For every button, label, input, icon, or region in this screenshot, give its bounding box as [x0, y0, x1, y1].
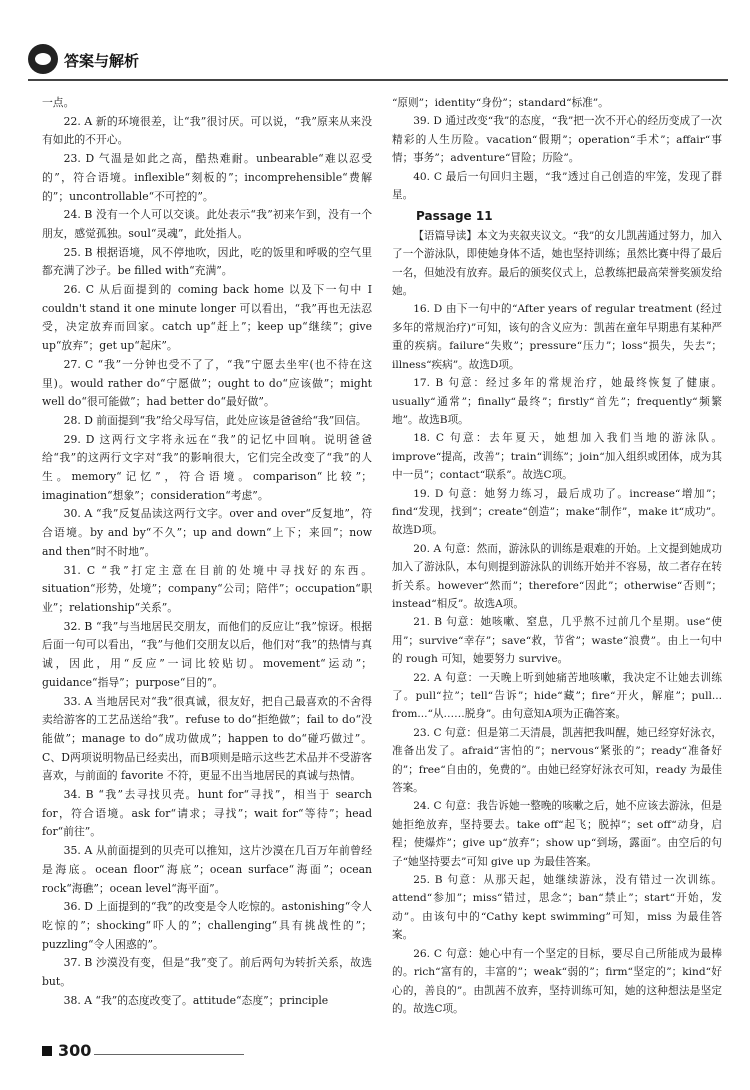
answer-paragraph: 36. D 上面提到的“我”的改变是令人吃惊的。astonishing“令人吃惊的”；shocking“吓人的”；challenging“具有挑战性的”；puzzling“令人困惑的”。	[42, 900, 372, 951]
answer-paragraph: 32. B “我”与当地居民交朋友，而他们的反应让“我”惊讶。根据后面一句可以看出，“我”与他们交朋友以后，他们对“我”的热情与真诚，因此，用“反应”一词比较贴切。movement“运动”；guidance“指导”；purpose“目的”。	[42, 619, 372, 689]
answer-paragraph: 18. C 句意：去年夏天，她想加入我们当地的游泳队。improve“提高，改善”；train“训练”；join“加入组织或团体，成为其中一员”；contact“联系”。故选C项。	[392, 432, 722, 482]
answer-paragraph: 22. A 句意：一天晚上听到她痛苦地咳嗽，我决定不让她去训练了。pull“拉”；tell“告诉”；hide“藏”；fire“开火，解雇”；pull... from...“从……脱身”。由句意知A项为正确答案。	[392, 671, 722, 721]
answer-paragraph: 34. B “我”去寻找贝壳。hunt for“寻找”，相当于 search for，符合语境。ask for“请求；寻找”；wait for“等待”；head for“前往”。	[42, 788, 372, 839]
left-column	[42, 94, 372, 1010]
answer-paragraph: 25. B 句意：从那天起，她继续游泳，没有错过一次训练。attend“参加”；miss“错过，思念”；ban“禁止”；start“开始，发动”。由该句中的“Cathy kept swimming”可知，miss 为最佳答案。	[392, 874, 722, 942]
answer-paragraph: 38. A “我”的态度改变了。attitude“态度”；principle	[63, 993, 329, 1007]
answer-paragraph: 19. D 句意：她努力练习，最后成功了。increase“增加”；find“发现，找到”；create“创造”；make“制作”，make it“成功”。故选D项。	[392, 487, 722, 537]
answer-paragraph: 29. D 这两行文字将永远在“我”的记忆中回响。说明爸爸给“我”的这两行文字对“我”的影响很大，它们完全改变了“我”的人生。memory“记忆”，符合语境。comparison“比较”；imagination“想象”；consideration“考虑”。	[42, 432, 372, 502]
square-bullet-icon	[42, 1046, 52, 1056]
answer-paragraph: 24. C 句意：我告诉她一整晚的咳嗽之后，她不应该去游泳，但是她拒绝放弃，坚持要去。take off“起飞；脱掉”；set off“动身，启程；使爆炸”；give up“放弃”；show up“到场，露面”。由空后的句子“她坚持要去”可知 give up 为最佳答案。	[392, 800, 722, 868]
page-number: 300	[58, 1041, 92, 1060]
paragraph: “原则”；identity“身份”；standard“标准”。	[392, 97, 609, 109]
reading-guide: 【语篇导读】本文为夹叙夹议文。“我”的女儿凯茜通过努力，加入了一个游泳队，即使她身体不适，她也坚持训练；虽然比赛中得了最后一名，但她没有放弃。最后的颁奖仪式上，总教练把最高荣誉奖颁发给她。	[392, 229, 722, 298]
answer-paragraph: 23. D 气温是如此之高，酷热难耐。unbearable“难以忍受的”，符合语境。inflexible“刻板的”；incomprehensible“费解的”；uncontrollable“不可控的”。	[42, 152, 372, 203]
right-column	[392, 94, 722, 1018]
answer-paragraph: 37. B 沙漠没有变，但是“我”变了。前后两句为转折关系，故选 but。	[42, 956, 372, 989]
answer-paragraph: 30. A “我”反复品读这两行文字。over and over“反复地”，符合语境。by and by“不久”；up and down“上下；来回”；now and then“时不时地”。	[42, 507, 372, 558]
answer-paragraph: 22. A 新的环境很差，让“我”很讨厌。可以说，“我”原来从来没有如此的不开心。	[42, 114, 372, 147]
answer-paragraph: 16. D 由下一句中的“After years of regular treatment (经过多年的常规治疗)”可知，该句的含义应为：凯茜在童年早期患有某种严重的疾病。failure“失败”；pressure“压力”；loss“损失，失去”；illness“疾病”。故选D项。	[392, 303, 722, 371]
answer-paragraph: 40. C 最后一句回归主题，“我”透过自己创造的牢笼，发现了群星。	[392, 170, 722, 202]
answer-paragraph: 20. A 句意：然而，游泳队的训练是艰难的开始。上文提到她成功加入了游泳队，本句则提到游泳队的训练开始并不容易，故二者存在转折关系。however“然而”；therefore“因此”；otherwise“否则”；instead“相反”。故选A项。	[392, 542, 722, 610]
footer-rule	[94, 1054, 244, 1055]
answer-paragraph: 21. B 句意：她咳嗽、窒息，几乎熬不过前几个星期。use“使用”；survive“幸存”；save“救，节省”；waste“浪费”。由上一句中的 rough 可知，她要努力 survive。	[392, 616, 722, 666]
header-rule	[28, 79, 728, 81]
answer-paragraph: 26. C 从后面提到的 coming back home 以及下一句中 I couldn't stand it one minute longer 可以看出，“我”再也无法忍受，决定放弃而回家。catch up“赶上”；keep up“继续”；give up“放弃”；get up“起床”。	[42, 283, 372, 353]
paragraph: 一点。	[42, 96, 75, 109]
answer-paragraph: 27. C “我”一分钟也受不了了，“我”宁愿去坐牢(也不待在这里)。would rather do“宁愿做”；ought to do“应该做”；might well do“很可能做”；had better do“最好做”。	[42, 357, 372, 409]
answer-paragraph: 24. B 没有一个人可以交谈。此处表示“我”初来乍到，没有一个朋友，感觉孤独。soul“灵魂”，此处指人。	[42, 208, 372, 240]
answer-paragraph: 33. A 当地居民对“我”很真诚，很友好，把自己最喜欢的不舍得卖给游客的工艺品送给“我”。refuse to do“拒绝做”；fail to do“没能做”；manage to do“成功做成”；happen to do“碰巧做过”。C、D两项说明物品已经卖出，而B项则是暗示这些艺术品并不受游客喜欢，与前面的 favorite 不符，更显不出当地居民的真诚与热情。	[42, 694, 372, 783]
answer-paragraph: 25. B 根据语境，风不停地吹，因此，吃的饭里和呼吸的空气里都充满了沙子。be filled with“充满”。	[42, 245, 372, 278]
book-logo-icon	[28, 44, 58, 74]
header-title: 答案与解析	[64, 52, 140, 70]
answer-paragraph: 23. C 句意：但是第二天清晨，凯茜把我叫醒，她已经穿好泳衣，准备出发了。afraid“害怕的”；nervous“紧张的”；ready“准备好的”；free“自由的，免费的”。由她已经穿好泳衣可知，ready 为最佳答案。	[392, 726, 722, 795]
passage-heading: Passage 11	[416, 209, 493, 224]
page-header	[28, 44, 728, 84]
answer-paragraph: 31. C “我”打定主意在目前的处境中寻找好的东西。situation“形势，处境”；company“公司；陪伴”；occupation“职业”；relationship“关系”。	[42, 563, 372, 614]
answer-paragraph: 26. C 句意：她心中有一个坚定的目标，要尽自己所能成为最棒的。rich“富有的，丰富的”；weak“弱的”；firm“坚定的”；kind“好心的，善良的”。由凯茜不放弃，坚持训练可知，她的这种想法是坚定的。故选C项。	[392, 947, 722, 1015]
answer-paragraph: 17. B 句意：经过多年的常规治疗，她最终恢复了健康。usually“通常”；finally“最终”；firstly“首先”；frequently“频繁地”。故选B项。	[392, 377, 722, 426]
answer-paragraph: 35. A 从前面提到的贝壳可以推知，这片沙漠在几百万年前曾经是海底。ocean floor“海底”；ocean surface“海面”；ocean rock“海礁”；ocean level“海平面”。	[42, 844, 372, 895]
answer-paragraph: 28. D 前面提到“我”给父母写信，此处应该是爸爸给“我”回信。	[63, 413, 367, 427]
answer-paragraph: 39. D 通过改变“我”的态度，“我”把一次不开心的经历变成了一次精彩的人生历险。vacation“假期”；operation“手术”；affair“事情；事务”；adventure“冒险；历险”。	[392, 115, 722, 165]
